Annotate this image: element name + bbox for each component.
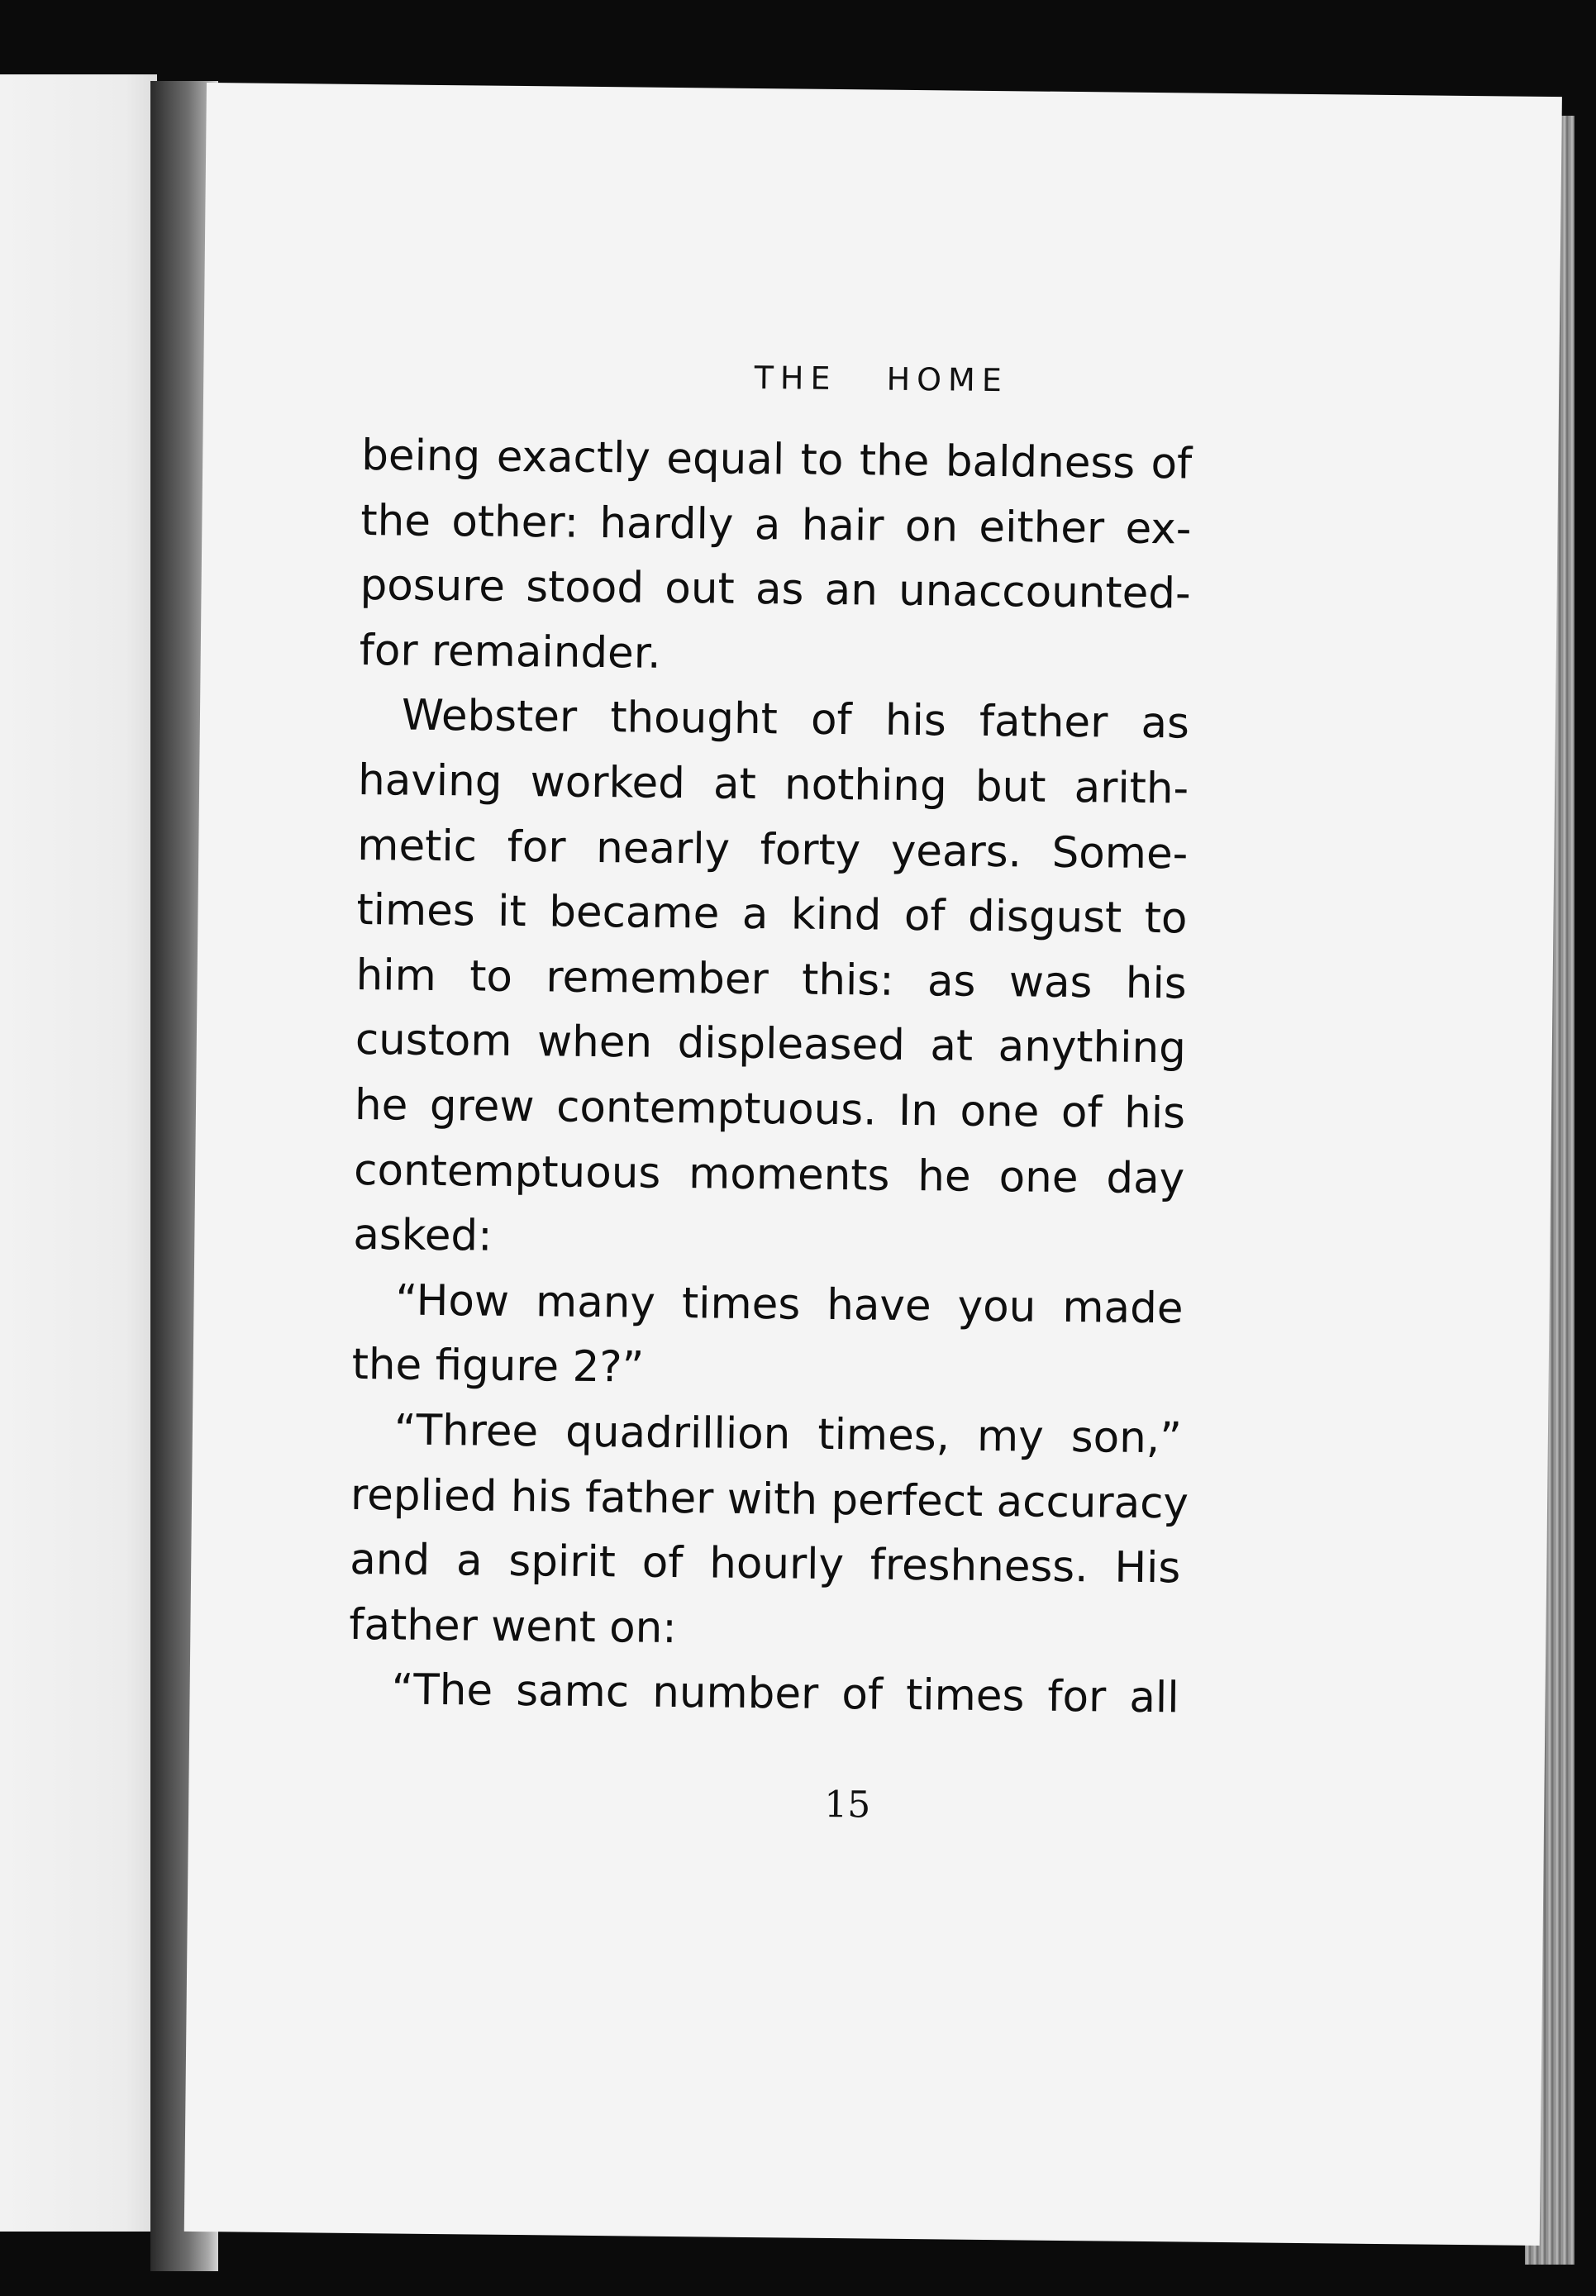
text-line: Webster thought of his father as <box>401 690 1190 749</box>
text-line: for remainder. <box>359 625 661 679</box>
page-body-text <box>348 423 1192 1731</box>
text-line: asked: <box>353 1210 493 1261</box>
text-line: “The samc number of times for all <box>391 1665 1179 1723</box>
text-line: custom when displeased at anything <box>355 1015 1187 1074</box>
text-line: the other: hardly a hair on either ex- <box>360 495 1192 555</box>
running-head <box>203 354 1559 404</box>
text-line: having worked at nothing but arith- <box>357 755 1189 814</box>
text-line: and a spirit of hourly freshness. His <box>349 1535 1181 1593</box>
text-line: “How many times have you made <box>395 1275 1184 1334</box>
text-line: metic for nearly forty years. Some- <box>357 820 1189 879</box>
text-line: him to remember this: as was his <box>355 950 1187 1009</box>
page-number <box>188 1777 1544 1833</box>
running-head-word: THE <box>754 359 837 398</box>
book-page <box>184 83 1562 2246</box>
text-line: posure stood out as an unaccounted- <box>360 560 1191 619</box>
text-line: replied his father with perfect accuracy <box>350 1470 1189 1529</box>
text-line: father went on: <box>349 1599 678 1653</box>
text-line: being exactly equal to the baldness of <box>360 430 1193 489</box>
page-number-text: 15 <box>823 1783 871 1827</box>
running-head-word: HOME <box>886 360 1009 399</box>
text-line: “Three quadrillion times, my son,” <box>393 1405 1183 1464</box>
text-line: he grew contemptuous. In one of his <box>354 1079 1186 1139</box>
left-facing-page <box>0 74 157 2232</box>
text-line: the figure 2?” <box>351 1340 645 1393</box>
text-line: times it became a kind of disgust to <box>356 885 1188 944</box>
text-line: contemptuous moments he one day <box>353 1145 1185 1203</box>
